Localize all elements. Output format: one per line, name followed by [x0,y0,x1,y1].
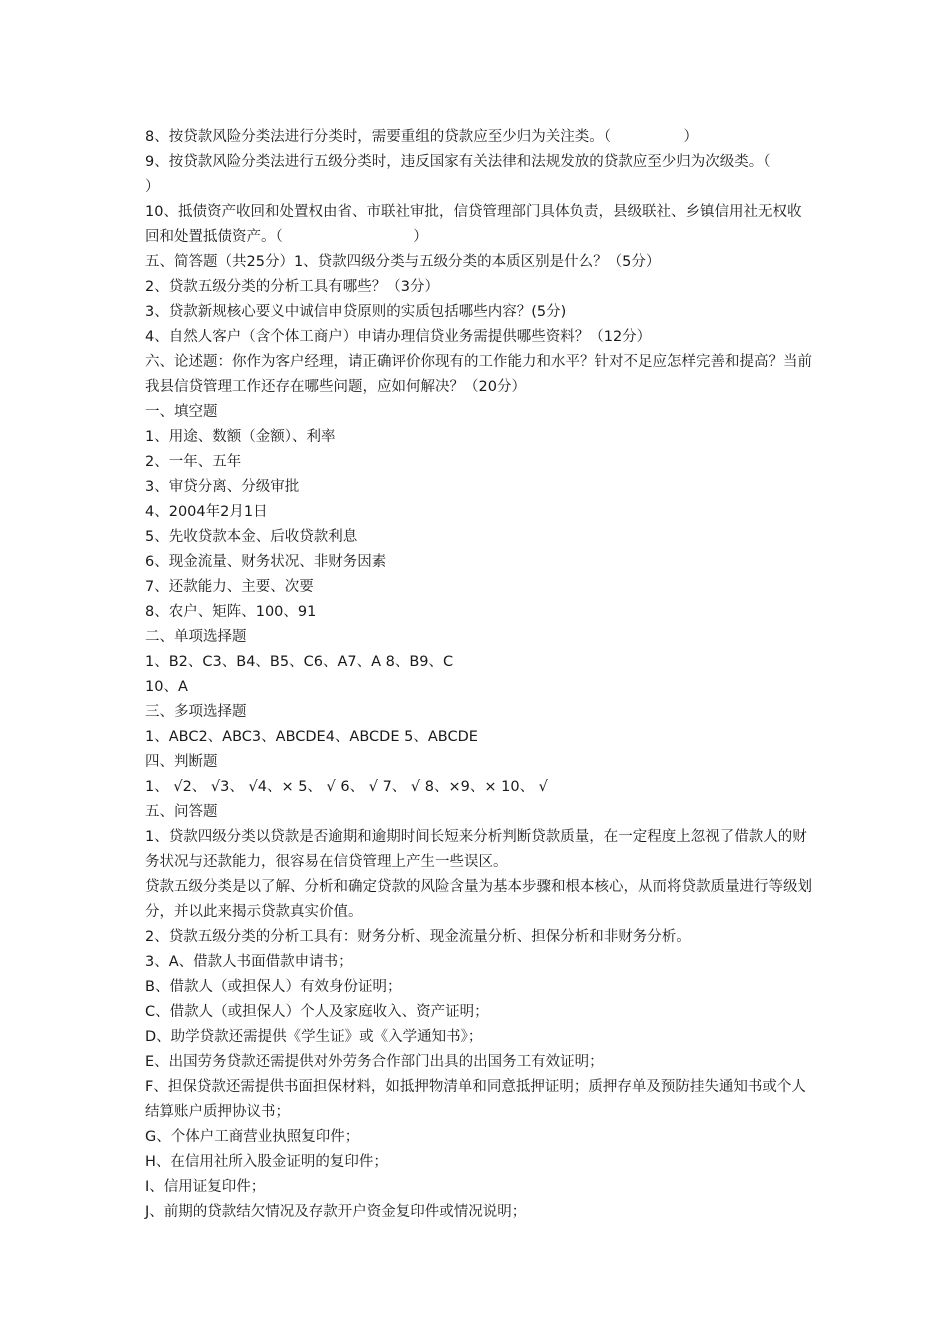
answer-line: 7、还款能力、主要、次要 [145,579,314,595]
answer-line: 1、 √2、 √3、 √4、× 5、 √ 6、 √ 7、 √ 8、×9、× 10、 √ [145,779,548,795]
list-item: C、借款人（或担保人）个人及家庭收入、资产证明； [145,1004,489,1020]
answer-line: 4、2004年2月1日 [145,504,268,520]
answer-heading-true-false: 四、判断题 [145,754,218,770]
list-item: G、个体户工商营业执照复印件； [145,1129,360,1145]
list-item: H、在信用社所入股金证明的复印件； [145,1154,388,1170]
paragraph-tf-9: 9、按贷款风险分类法进行五级分类时，违反国家有关法律和法规发放的贷款应至少归为次级类。（ ） [145,154,887,195]
answer-line: 10、A [145,679,188,695]
answer-heading-fill-blank: 一、填空题 [145,404,218,420]
answer-heading-single-choice: 二、单项选择题 [145,629,247,645]
answer-line: 8、农户、矩阵、100、91 [145,604,317,620]
paragraph-tf-8: 8、按贷款风险分类法进行分类时，需要重组的贷款应至少归为关注类。（ ） [145,129,698,145]
list-item: F、担保贷款还需提供书面担保材料，如抵押物清单和同意抵押证明；质押存单及预防挂失通知书或个人结算账户质押协议书； [145,1079,806,1120]
list-item: 3、A、借款人书面借款申请书； [145,954,353,970]
answer-line: 2、一年、五年 [145,454,242,470]
answer-line: 5、先收贷款本金、后收贷款利息 [145,529,358,545]
answer-heading-multiple-choice: 三、多项选择题 [145,704,247,720]
answer-line: 6、现金流量、财务状况、非财务因素 [145,554,387,570]
list-item: B、借款人（或担保人）有效身份证明； [145,979,402,995]
answer-line: 1、B2、C3、B4、B5、C6、A7、A 8、B9、C [145,654,454,670]
list-item: D、助学贷款还需提供《学生证》或《入学通知书》； [145,1029,483,1045]
section-heading-essay: 六、论述题：你作为客户经理，请正确评价你现有的工作能力和水平？针对不足应怎样完善和提高？当前我县信贷管理工作还存在哪些问题，应如何解决？（20分） [145,354,812,395]
answer-line: 1、ABC2、ABC3、ABCDE4、ABCDE 5、ABCDE [145,729,478,745]
answer-paragraph: 贷款五级分类是以了解、分析和确定贷款的风险含量为基本步骤和根本核心，从而将贷款质量进行等级划分，并以此来揭示贷款真实价值。 [145,879,812,920]
paragraph-question-3: 3、贷款新规核心要义中诚信申贷原则的实质包括哪些内容？(5分) [145,304,567,320]
list-item: J、前期的贷款结欠情况及存款开户资金复印件或情况说明； [145,1204,527,1220]
paragraph-question-4: 4、自然人客户（含个体工商户）申请办理信贷业务需提供哪些资料？（12分） [145,329,652,345]
list-item: E、出国劳务贷款还需提供对外劳务合作部门出具的出国务工有效证明； [145,1054,604,1070]
answer-paragraph: 2、贷款五级分类的分析工具有：财务分析、现金流量分析、担保分析和非财务分析。 [145,929,691,945]
list-item: I、信用证复印件； [145,1179,266,1195]
paragraph-question-2: 2、贷款五级分类的分析工具有哪些？（3分） [145,279,439,295]
answer-line: 3、审贷分离、分级审批 [145,479,300,495]
paragraph-tf-10: 10、抵债资产收回和处置权由省、市联社审批，信贷管理部门具体负责，县级联社、乡镇信用社无权收回和处置抵债资产。（ ） [145,204,802,245]
answer-paragraph: 1、贷款四级分类以贷款是否逾期和逾期时间长短来分析判断贷款质量，在一定程度上忽视了借款人的财务状况与还款能力，很容易在信贷管理上产生一些误区。 [145,829,807,870]
answer-line: 1、用途、数额（金额）、利率 [145,429,336,445]
answer-heading-qa: 五、问答题 [145,804,218,820]
section-heading-short-answer: 五、简答题（共25分）1、贷款四级分类与五级分类的本质区别是什么？（5分） [145,254,661,270]
document-body [145,125,887,1225]
